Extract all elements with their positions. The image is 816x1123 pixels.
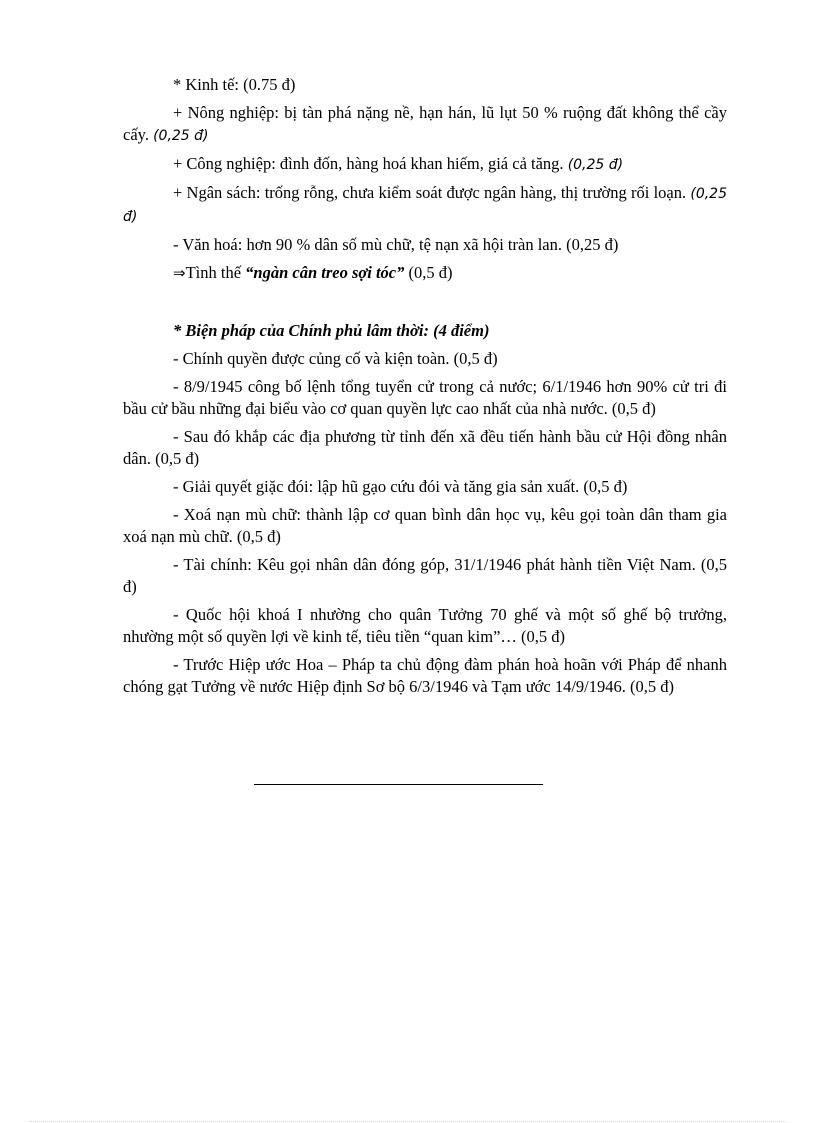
end-rule bbox=[254, 784, 543, 785]
document-body bbox=[123, 74, 727, 704]
economy-heading: * Kinh tế: (0.75 đ) bbox=[173, 75, 296, 94]
economy-agriculture bbox=[123, 102, 727, 147]
budget-score: (0,25 đ) bbox=[123, 186, 727, 225]
economy-conclusion bbox=[123, 262, 727, 284]
measure-item: - Chính quyền được củng cố và kiện toàn. (0,5 đ) bbox=[173, 349, 498, 368]
implies-arrow-icon: ⇒ bbox=[173, 264, 186, 282]
industry-text: + Công nghiệp: đình đốn, hàng hoá khan hiếm, giá cả tăng. bbox=[173, 154, 564, 173]
measure-item: - Trước Hiệp ước Hoa – Pháp ta chủ động đàm phán hoà hoãn với Pháp để nhanh chóng gạt Tưởng về nước Hiệp định Sơ bộ 6/3/1946 và Tạm ước 14/9/1946. (0,5 đ) bbox=[123, 655, 727, 696]
page-bottom-border bbox=[30, 1121, 786, 1122]
economy-industry bbox=[123, 153, 727, 176]
measure-item: - Giải quyết giặc đói: lập hũ gạo cứu đói và tăng gia sản xuất. (0,5 đ) bbox=[173, 477, 628, 496]
agriculture-text: + Nông nghiệp: bị tàn phá nặng nề, hạn hán, lũ lụt 50 % ruộng đất không thể cầy cấy. bbox=[123, 103, 727, 144]
measure-item: - Quốc hội khoá I nhường cho quân Tưởng 70 ghế và một số ghế bộ trưởng, nhường một số quyền lợi về kinh tế, tiêu tiền “quan kim”… (0,5 đ) bbox=[123, 605, 727, 646]
conclusion-emphasis: “ngàn cân treo sợi tóc” bbox=[245, 263, 405, 282]
economy-culture: - Văn hoá: hơn 90 % dân số mù chữ, tệ nạn xã hội tràn lan. (0,25 đ) bbox=[173, 235, 619, 254]
measure-item: - Sau đó khắp các địa phương từ tỉnh đến xã đều tiến hành bầu cử Hội đồng nhân dân. (0,5 đ) bbox=[123, 427, 727, 468]
conclusion-suffix: (0,5 đ) bbox=[404, 263, 453, 282]
economy-budget bbox=[123, 182, 727, 228]
measure-item: - Tài chính: Kêu gọi nhân dân đóng góp, 31/1/1946 phát hành tiền Việt Nam. (0,5 đ) bbox=[123, 555, 727, 596]
conclusion-prefix: Tình thế bbox=[185, 263, 246, 282]
measure-item: - 8/9/1945 công bố lệnh tổng tuyển cử trong cả nước; 6/1/1946 hơn 90% cử tri đi bầu cử bầu những đại biểu vào cơ quan quyền lực cao nhất của nhà nước. (0,5 đ) bbox=[123, 377, 727, 418]
agriculture-score: (0,25 đ) bbox=[153, 128, 209, 144]
industry-score: (0,25 đ) bbox=[567, 157, 624, 173]
budget-text: + Ngân sách: trống rỗng, chưa kiểm soát được ngân hàng, thị trường rối loạn. bbox=[173, 183, 687, 202]
section-gap bbox=[123, 290, 727, 320]
measures-heading: * Biện pháp của Chính phủ lâm thời: (4 điểm) bbox=[173, 321, 490, 340]
measure-item: - Xoá nạn mù chữ: thành lập cơ quan bình dân học vụ, kêu gọi toàn dân tham gia xoá nạn mù chữ. (0,5 đ) bbox=[123, 505, 727, 546]
